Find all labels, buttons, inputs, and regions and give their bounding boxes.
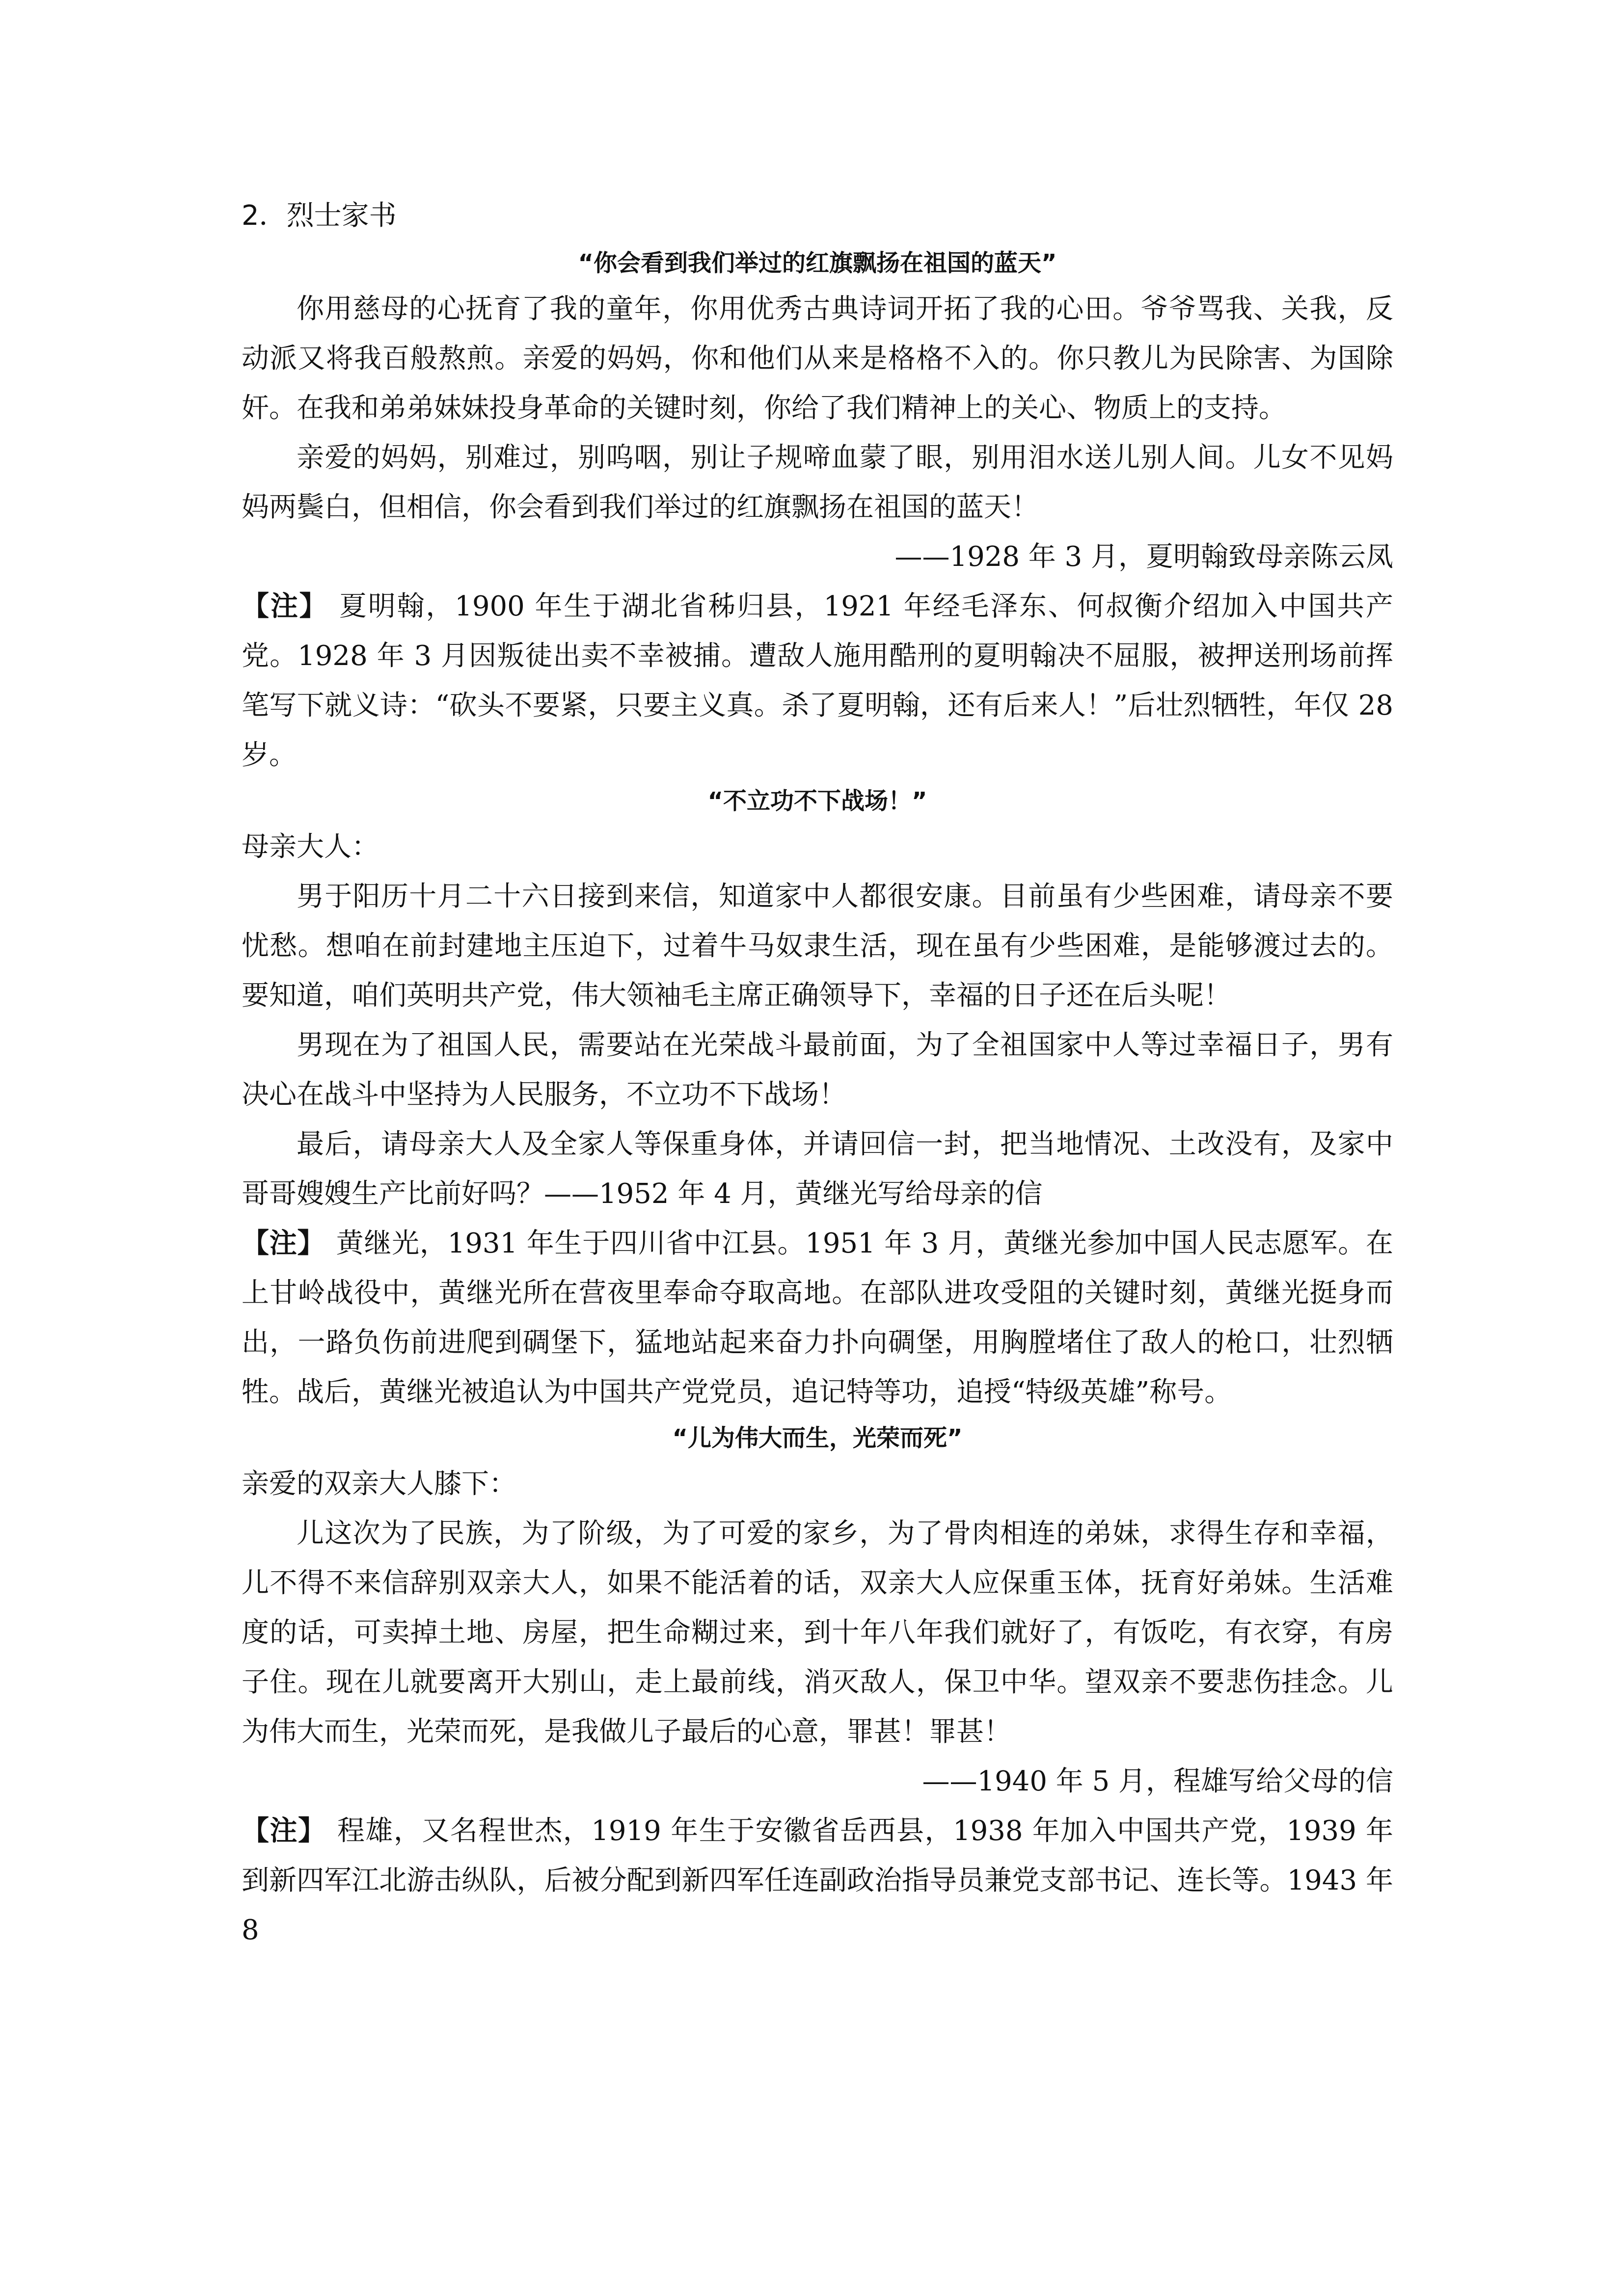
note-label: 【注】 [242, 590, 328, 622]
letter-salutation: 母亲大人： [242, 831, 379, 863]
section-title: 2．烈士家书 [242, 200, 397, 232]
note-label: 【注】 [242, 1228, 325, 1259]
letter-title: “不立功不下战场！” [707, 787, 927, 815]
letter-paragraph: 男于阳历十月二十六日接到来信，知道家中人都很安康。目前虽有少些困难，请母亲不要忧愁。想咱在前封建地主压迫下，过着牛马奴隶生活，现在虽有少些困难，是能够渡过去的。要知道，咱们英明共产党，伟大领袖毛主席正确领导下，幸福的日子还在后头呢！ [242, 881, 1393, 1012]
letter-1 [242, 242, 1393, 780]
note-paragraph [242, 1219, 1393, 1417]
document-page [242, 194, 1393, 1955]
note-text: 夏明翰，1900 年生于湖北省秭归县，1921 年经毛泽东、何叔衡介绍加入中国共产党。1928 年 3 月因叛徒出卖不幸被捕。遭敌人施用酷刑的夏明翰决不屈服，被押送刑场前挥笔写下就义诗：“砍头不要紧，只要主义真。杀了夏明翰，还有后来人！”后壮烈牺牲，年仅 28 岁。 [242, 590, 1393, 771]
letter-paragraph [242, 1120, 1393, 1219]
letter-2 [242, 780, 1393, 1417]
letter-closing-text: 最后，请母亲大人及全家人等保重身体，并请回信一封，把当地情况、土改没有，及家中哥哥嫂嫂生产比前好吗？ [242, 1128, 1393, 1210]
note-paragraph [242, 582, 1393, 780]
letter-paragraph: 你用慈母的心抚育了我的童年，你用优秀古典诗词开拓了我的心田。爷爷骂我、关我，反动派又将我百般熬煎。亲爱的妈妈，你和他们从来是格格不入的。你只教儿为民除害、为国除奸。在我和弟弟妹妹投身革命的关键时刻，你给了我们精神上的关心、物质上的支持。 [242, 293, 1393, 424]
note-paragraph [242, 1806, 1393, 1955]
letter-3 [242, 1417, 1393, 1955]
note-text: 黄继光，1931 年生于四川省中江县。1951 年 3 月，黄继光参加中国人民志愿军。在上甘岭战役中，黄继光所在营夜里奉命夺取高地。在部队进攻受阻的关键时刻，黄继光挺身而出，一路负伤前进爬到碉堡下，猛地站起来奋力扑向碉堡，用胸膛堵住了敌人的枪口，壮烈牺牲。战后，黄继光被追认为中国共产党党员，追记特等功，追授“特级英雄”称号。 [242, 1228, 1393, 1408]
letter-signature: ——1952 年 4 月，黄继光写给母亲的信 [544, 1178, 1043, 1210]
note-label: 【注】 [242, 1815, 326, 1847]
letter-salutation: 亲爱的双亲大人膝下： [242, 1468, 516, 1500]
letter-paragraph: 亲爱的妈妈，别难过，别呜咽，别让子规啼血蒙了眼，别用泪水送儿别人间。儿女不见妈妈两鬓白，但相信，你会看到我们举过的红旗飘扬在祖国的蓝天！ [242, 442, 1393, 523]
letter-title: “儿为伟大而生，光荣而死” [672, 1424, 963, 1452]
letter-signature: ——1928 年 3 月，夏明翰致母亲陈云凤 [894, 541, 1393, 573]
letter-paragraph: 男现在为了祖国人民，需要站在光荣战斗最前面，为了全祖国家中人等过幸福日子，男有决心在战斗中坚持为人民服务，不立功不下战场！ [242, 1029, 1393, 1111]
letter-title: “你会看到我们举过的红旗飘扬在祖国的蓝天” [578, 249, 1057, 277]
note-text: 程雄，又名程世杰，1919 年生于安徽省岳西县，1938 年加入中国共产党，1939 年到新四军江北游击纵队，后被分配到新四军任连副政治指导员兼党支部书记、连长等。1943 年 8 [242, 1815, 1394, 1946]
letter-paragraph: 儿这次为了民族，为了阶级，为了可爱的家乡，为了骨肉相连的弟妹，求得生存和幸福，儿不得不来信辞别双亲大人，如果不能活着的话，双亲大人应保重玉体，抚育好弟妹。生活难度的话，可卖掉土地、房屋，把生命糊过来，到十年八年我们就好了，有饭吃，有衣穿，有房子住。现在儿就要离开大别山，走上最前线，消灭敌人，保卫中华。望双亲不要悲伤挂念。儿为伟大而生，光荣而死，是我做儿子最后的心意，罪甚！罪甚！ [242, 1518, 1393, 1748]
letter-signature: ——1940 年 5 月，程雄写给父母的信 [922, 1765, 1393, 1797]
